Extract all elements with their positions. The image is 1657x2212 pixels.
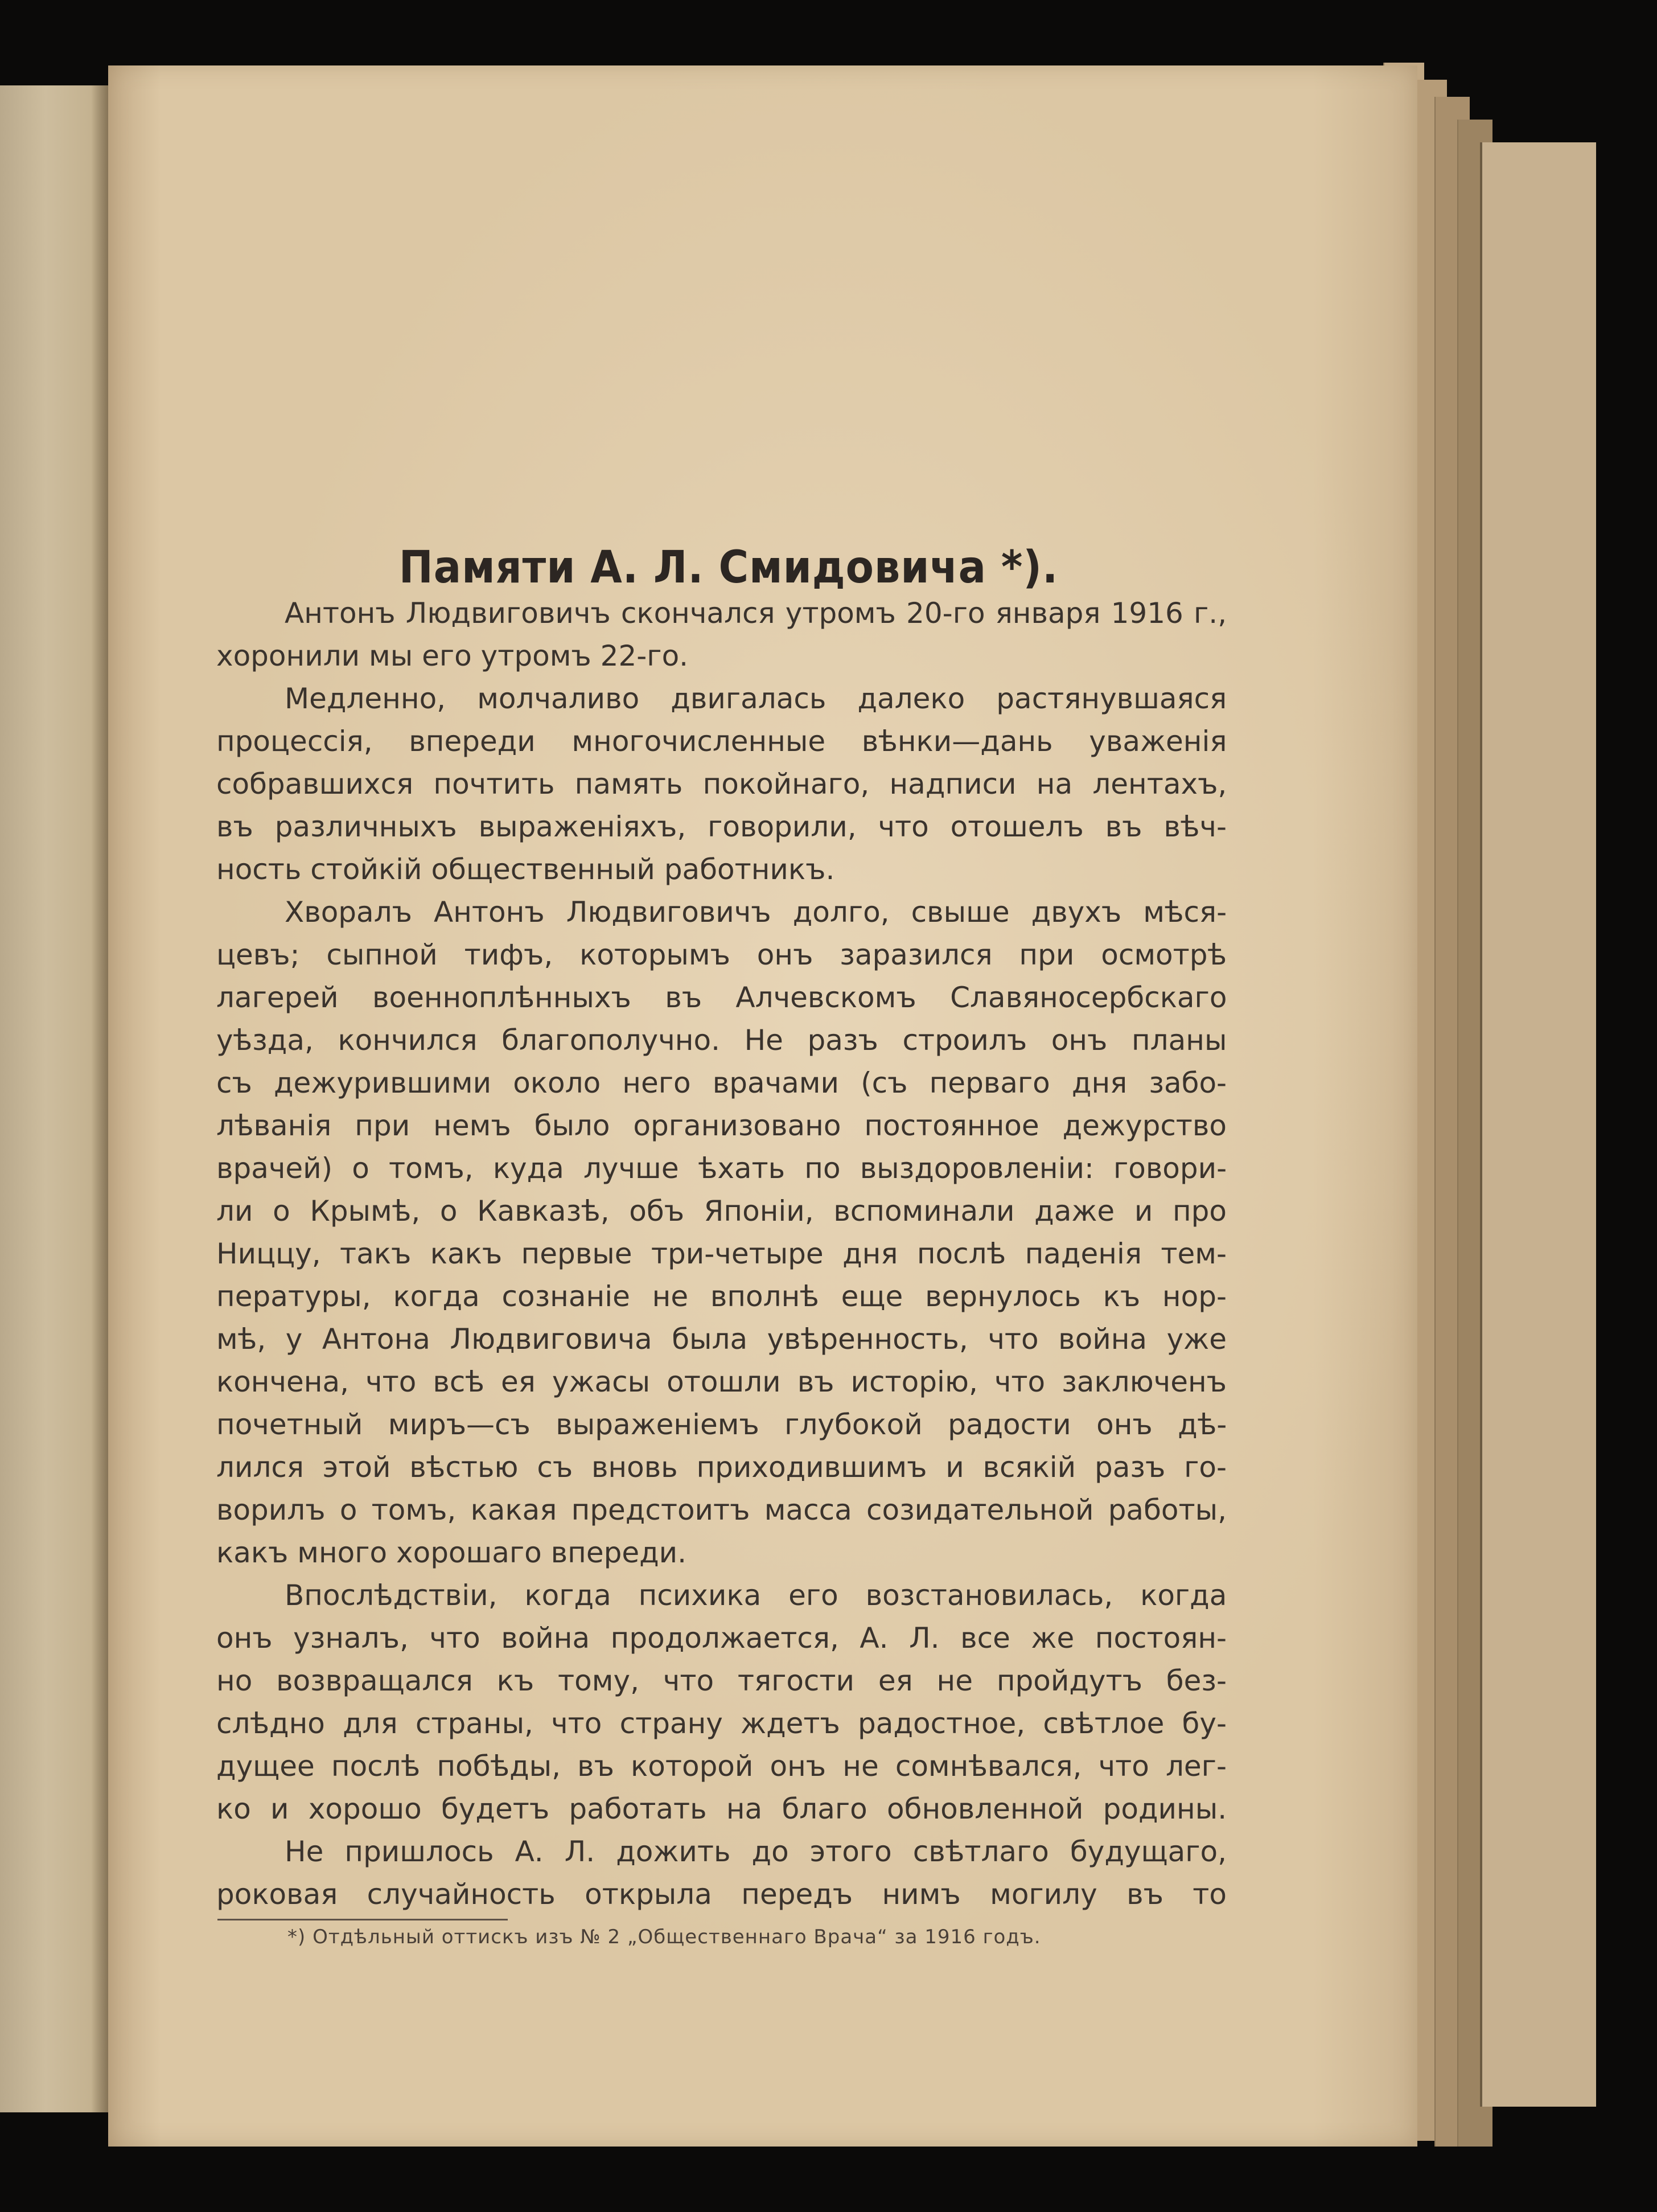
text-line: лагерей военноплѣнныхъ въ Алчевскомъ Славяносербскаго	[216, 981, 1227, 1014]
text-line: Ниццу, такъ какъ первые три-четыре дня послѣ паденія тем-	[216, 1237, 1227, 1270]
text-line: уѣзда, кончился благополучно. Не разъ строилъ онъ планы	[216, 1024, 1227, 1057]
page-title: Памяти А. Л. Смидовича *).	[398, 542, 1059, 594]
text-line: съ дежурившими около него врачами (съ перваго дня забо-	[216, 1066, 1227, 1099]
text-line: Антонъ Людвиговичъ скончался утромъ 20-го января 1916 г.,	[285, 597, 1227, 630]
text-line: врачей) о томъ, куда лучше ѣхать по выздоровленіи: говори-	[216, 1152, 1227, 1185]
text-line: Впослѣдствіи, когда психика его возстановилась, когда	[285, 1579, 1227, 1612]
article-body	[216, 592, 1227, 1916]
text-line: хоронили мы его утромъ 22-го.	[216, 639, 689, 672]
back-cover-edge	[1480, 142, 1596, 2107]
text-line: почетный миръ—съ выраженіемъ глубокой радости онъ дѣ-	[216, 1408, 1227, 1441]
text-line: ность стойкій общественный работникъ.	[216, 853, 835, 886]
text-line: слѣдно для страны, что страну ждетъ радостное, свѣтлое бу-	[216, 1707, 1227, 1740]
text-line: какъ много хорошаго впереди.	[216, 1536, 687, 1569]
text-line: кончена, что всѣ ея ужасы отошли въ исторію, что заключенъ	[216, 1365, 1227, 1398]
text-line: ворилъ о томъ, какая предстоитъ масса созидательной работы,	[216, 1493, 1227, 1526]
text-line: цевъ; сыпной тифъ, которымъ онъ заразился при осмотрѣ	[216, 938, 1227, 971]
text-line: ко и хорошо будетъ работать на благо обновленной родины.	[216, 1792, 1227, 1825]
text-line: собравшихся почтить память покойнаго, надписи на лентахъ,	[216, 768, 1227, 801]
text-line: онъ узналъ, что война продолжается, А. Л. все же постоян-	[216, 1622, 1227, 1655]
text-line: Не пришлось А. Л. дожить до этого свѣтлаго будущаго,	[285, 1835, 1227, 1868]
text-line: лѣванія при немъ было организовано постоянное дежурство	[216, 1109, 1227, 1142]
text-line: пературы, когда сознаніе не вполнѣ еще вернулось къ нор-	[216, 1280, 1227, 1313]
text-line: ли о Крымѣ, о Кавказѣ, объ Японіи, вспоминали даже и про	[216, 1195, 1227, 1228]
footnote: *) Отдѣльный оттискъ изъ № 2 „Общественнаго Врача“ за 1916 годъ.	[287, 1926, 1041, 1948]
text-line: но возвращался къ тому, что тягости ея не пройдутъ без-	[216, 1664, 1227, 1697]
text-line: Медленно, молчаливо двигалась далеко растянувшаяся	[285, 682, 1227, 715]
text-line: дущее послѣ побѣды, въ которой онъ не сомнѣвался, что лег-	[216, 1750, 1227, 1783]
text-line: процессія, впереди многочисленные вѣнки—дань уваженія	[216, 725, 1227, 758]
footnote-rule	[217, 1919, 508, 1920]
text-line: лился этой вѣстью съ вновь приходившимъ и всякій разъ го-	[216, 1451, 1227, 1484]
text-line: роковая случайность открыла передъ нимъ могилу въ то	[216, 1878, 1227, 1911]
text-line: въ различныхъ выраженіяхъ, говорили, что отошелъ въ вѣч-	[216, 810, 1227, 843]
text-line: мѣ, у Антона Людвиговича была увѣренность, что война уже	[216, 1323, 1227, 1356]
text-line: Хворалъ Антонъ Людвиговичъ долго, свыше двухъ мѣся-	[285, 896, 1227, 929]
